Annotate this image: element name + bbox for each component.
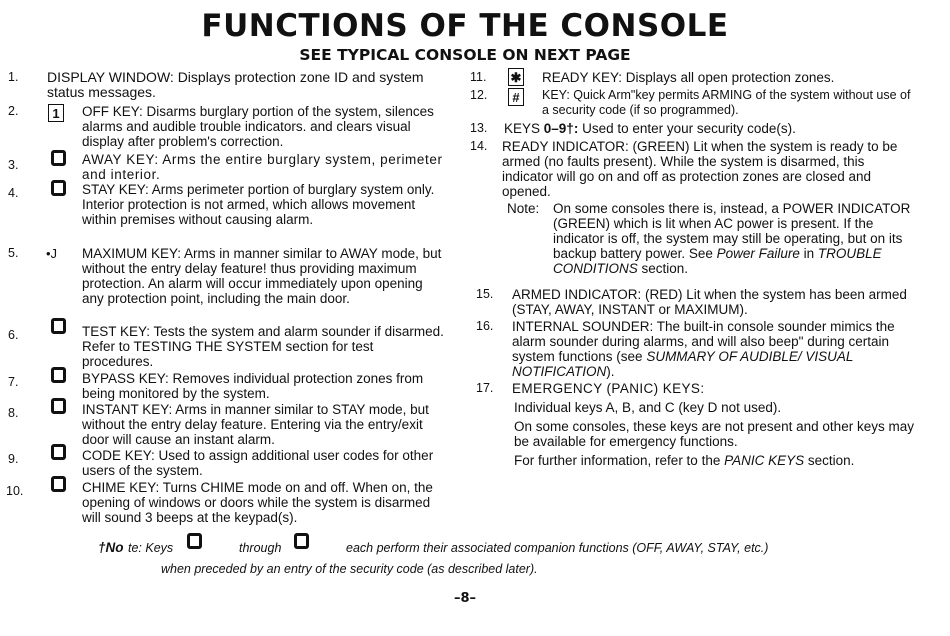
- ready-key-icon: ✱: [508, 68, 524, 86]
- ref-summary-notification: SUMMARY OF AUDIBLE/ VISUAL NOTIFICATION: [512, 349, 854, 379]
- note-text: [553, 201, 916, 276]
- note-ref-power-failure: Power Failure: [716, 246, 800, 261]
- footnote-line-2: when preceded by an entry of the security code (as described later).: [161, 562, 538, 576]
- note-ref-trouble-conditions: TROUBLE CONDITIONS: [553, 246, 882, 276]
- maximum-key-icon: •J: [46, 246, 58, 261]
- item-text: CODE KEY: Used to assign additional user codes for other users of the system.: [82, 448, 434, 478]
- page-number: –8–: [453, 591, 477, 606]
- panic-keys-sub-2: On some consoles, these keys are not present and other keys may be available for emergency functions.: [514, 419, 914, 449]
- note-text-part: in: [799, 246, 818, 261]
- item-text: [512, 319, 916, 379]
- item-number: 4.: [8, 186, 19, 200]
- quick-arm-key-icon: #: [508, 88, 524, 106]
- item-number: 15.: [476, 287, 494, 301]
- item-text: ARMED INDICATOR: (RED) Lit when the system has been armed (STAY, AWAY, INSTANT or MAXIMUM).: [512, 287, 907, 317]
- page-title: FUNCTIONS OF THE CONSOLE: [201, 8, 729, 44]
- item-text: KEY: Quick Arm"key permits ARMING of the system without use of a security code (if so programmed).: [542, 88, 911, 117]
- note-text-part: section.: [637, 261, 689, 276]
- note-text-part: On some consoles there is, instead, a POWER INDICATOR (GREEN) which is lit when AC power is present. If the indicator is off, the system may still be operating, but on its backup battery power. See: [553, 201, 911, 261]
- list-item-17: [464, 381, 916, 471]
- keys-description: Used to enter your security code(s).: [578, 121, 796, 136]
- list-item-12: [464, 88, 916, 121]
- bypass-key-icon: [51, 367, 66, 383]
- item-number: 7.: [8, 375, 19, 389]
- note-block: [464, 201, 916, 287]
- footnote-part-a: te: Keys: [128, 541, 174, 555]
- away-key-icon: [51, 150, 66, 166]
- item-number: 12.: [470, 88, 488, 102]
- item-number: 2.: [8, 104, 19, 118]
- code-key-icon: [51, 444, 66, 460]
- item-text: BYPASS KEY: Removes individual protection zones from being monitored by the system.: [82, 371, 424, 401]
- panic-keys-sub-3: [514, 453, 916, 468]
- stay-key-icon: [51, 180, 66, 196]
- item-text: INSTANT KEY: Arms in manner similar to STAY mode, but without the entry delay feature. Entering via the entry/exit door will cause an instant alarm.: [82, 402, 429, 447]
- item-text: MAXIMUM KEY: Arms in manner similar to AWAY mode, but without the entry delay feature! thus providing maximum protection. An alarm will occur immediately upon opening any protection point, including the main door.: [82, 246, 442, 306]
- list-item-7: [8, 371, 448, 402]
- item-number: 6.: [8, 328, 19, 342]
- note-label: Note:: [507, 201, 540, 216]
- off-key-icon: 1: [48, 104, 64, 122]
- list-item-16: [464, 319, 916, 381]
- list-item-11: [464, 70, 916, 88]
- list-item-9: [8, 448, 448, 480]
- list-item-13: [464, 121, 916, 139]
- left-column: [8, 70, 448, 526]
- item-number: 11.: [470, 70, 487, 84]
- digit-keys-label: 0–9†:: [543, 121, 579, 136]
- panic-keys-sub-1: Individual keys A, B, and C (key D not used).: [514, 400, 782, 415]
- item-text: READY KEY: Displays all open protection zones.: [542, 70, 835, 85]
- page-subtitle: SEE TYPICAL CONSOLE ON NEXT PAGE: [299, 46, 631, 64]
- item-number: 13.: [470, 121, 488, 135]
- item-text: STAY KEY: Arms perimeter portion of burglary system only. Interior protection is not armed, which allows movement within premises without causing alarm.: [82, 182, 435, 227]
- stay-key-icon: [294, 533, 309, 549]
- list-item-6: [8, 324, 448, 371]
- footnote-mark: †No: [98, 540, 124, 555]
- test-key-icon: [51, 318, 66, 334]
- list-item-4: [8, 182, 448, 246]
- list-item-3: [8, 152, 448, 182]
- sub-text-part: section.: [804, 453, 855, 468]
- item-number: 10.: [6, 484, 24, 498]
- list-item-2: [8, 104, 448, 152]
- footnote-part-b: through: [239, 541, 282, 555]
- instant-key-icon: [51, 398, 66, 414]
- list-item-14: [464, 139, 916, 201]
- list-item-8: [8, 402, 448, 448]
- item-number: 5.: [8, 246, 19, 260]
- item-number: 16.: [476, 319, 494, 333]
- item-text-part: INTERNAL SOUNDER: The built-in console sounder mimics the alarm sounder during alarms, and will also beep" during certain system functions (see: [512, 319, 895, 364]
- footnote-part-c: each perform their associated companion functions (OFF, AWAY, STAY, etc.): [346, 541, 769, 555]
- item-number: 17.: [476, 381, 494, 395]
- item-number: 9.: [8, 452, 19, 466]
- item-text: READY INDICATOR: (GREEN) Lit when the system is ready to be armed (no faults present). While the system is disarmed, this indicator will go on and off as protection zones are closed and opened.: [502, 139, 898, 199]
- chime-key-icon: [51, 476, 66, 492]
- keys-label: KEYS: [504, 121, 544, 136]
- right-column: [464, 70, 916, 471]
- list-item-5: [8, 246, 448, 324]
- item-number: 8.: [8, 406, 19, 420]
- list-item-15: [464, 287, 916, 319]
- item-text: OFF KEY: Disarms burglary portion of the system, silences alarms and audible trouble indicators. and clears visual display after problem's correction.: [82, 104, 434, 149]
- item-number: 3.: [8, 158, 19, 172]
- item-text: EMERGENCY (PANIC) KEYS:: [512, 381, 705, 396]
- item-text-part: ).: [606, 364, 615, 379]
- item-number: 14.: [470, 139, 488, 153]
- item-text: CHIME KEY: Turns CHIME mode on and off. When on, the opening of windows or doors while the system is disarmed will sound 3 beeps at the keypad(s).: [82, 480, 433, 525]
- sub-text-part: For further information, refer to the: [514, 453, 725, 468]
- item-text: DISPLAY WINDOW: Displays protection zone ID and system status messages.: [47, 69, 424, 100]
- list-item-1: [8, 70, 448, 102]
- list-item-10: [8, 480, 448, 526]
- item-text: AWAY KEY: Arms the entire burglary system, perimeter and interior.: [82, 152, 443, 182]
- ref-panic-keys: PANIC KEYS: [724, 453, 805, 468]
- item-text: [504, 121, 916, 136]
- off-key-icon: [187, 533, 202, 549]
- item-text: TEST KEY: Tests the system and alarm sounder if disarmed. Refer to TESTING THE SYSTEM section for test procedures.: [82, 324, 444, 369]
- item-number: 1.: [8, 70, 19, 84]
